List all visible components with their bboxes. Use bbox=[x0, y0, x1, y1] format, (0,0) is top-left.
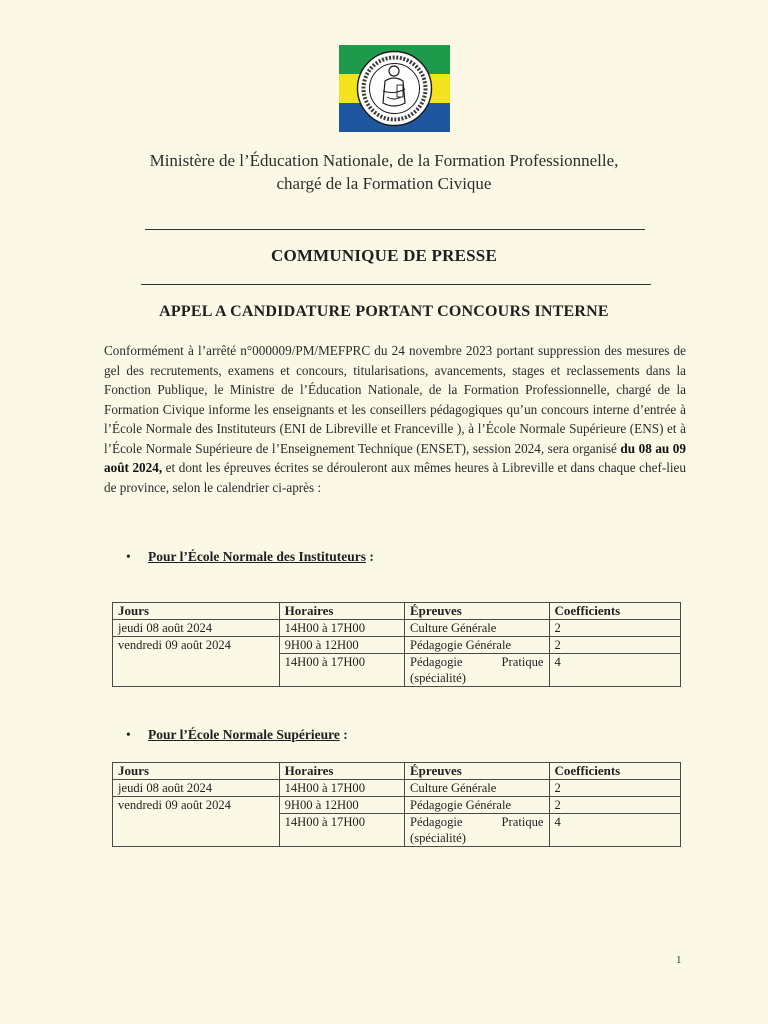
cell-exam bbox=[405, 814, 550, 847]
header-epreuves: Épreuves bbox=[405, 763, 550, 780]
gabon-emblem bbox=[339, 45, 450, 132]
paragraph-text: Conformément à l’arrêté n°000009/PM/MEFPRC du 24 novembre 2023 portant suppression des mesures de gel des recrutements, examens et concours, titularisations, avancements, stages et reclassements dans la Fonction Publique, le Ministre de l’Éducation Nationale, de la Formation Professionnelle, chargé de la Formation Civique informe les enseignants et les conseillers pédagogiques qu’un concours interne d’entrée à l’École Normale des Instituteurs (ENI de Libreville et Franceville ), à l’École Normale Supérieure (ENS) et à l’École Normale Supérieure de l’Enseignement Technique (ENSET), session 2024, sera organisé bbox=[104, 343, 686, 456]
cell-day: vendredi 09 août 2024 bbox=[113, 797, 280, 847]
table-header-row bbox=[113, 763, 681, 780]
eni-schedule-table bbox=[112, 602, 681, 687]
cell-coef: 2 bbox=[549, 797, 680, 814]
cell-day: jeudi 08 août 2024 bbox=[113, 780, 280, 797]
header-coefficients: Coefficients bbox=[549, 603, 680, 620]
exam-word-3: (spécialité) bbox=[410, 671, 466, 685]
cell-time: 9H00 à 12H00 bbox=[279, 797, 404, 814]
cell-coef: 2 bbox=[549, 637, 680, 654]
header-jours: Jours bbox=[113, 603, 280, 620]
section-suffix: : bbox=[339, 727, 348, 742]
paragraph-text-end: et dont les épreuves écrites se dérouleront aux mêmes heures à Libreville et dans chaque chef-lieu de province, selon le calendrier ci-après : bbox=[104, 460, 686, 495]
seal-icon bbox=[339, 45, 450, 132]
cell-coef: 4 bbox=[549, 654, 680, 687]
header-horaires: Horaires bbox=[279, 763, 404, 780]
cell-exam: Culture Générale bbox=[405, 780, 550, 797]
cell-exam: Culture Générale bbox=[405, 620, 550, 637]
announcement-paragraph bbox=[104, 341, 686, 497]
section-ens-heading bbox=[126, 727, 348, 743]
table-row bbox=[113, 637, 681, 654]
divider-top bbox=[145, 229, 645, 230]
header-jours: Jours bbox=[113, 763, 280, 780]
exam-word-2: Pratique bbox=[501, 815, 544, 829]
exam-word-1: Pédagogie bbox=[410, 815, 463, 829]
header-epreuves: Épreuves bbox=[405, 603, 550, 620]
cell-exam bbox=[405, 654, 550, 687]
header-coefficients: Coefficients bbox=[549, 763, 680, 780]
cell-coef: 2 bbox=[549, 780, 680, 797]
section-eni-heading bbox=[126, 549, 374, 565]
press-release-title: COMMUNIQUE DE PRESSE bbox=[271, 246, 497, 265]
ens-schedule-table bbox=[112, 762, 681, 847]
bullet-icon: • bbox=[126, 727, 131, 742]
cell-coef: 2 bbox=[549, 620, 680, 637]
header-horaires: Horaires bbox=[279, 603, 404, 620]
cell-time: 14H00 à 17H00 bbox=[279, 654, 404, 687]
exam-word-3: (spécialité) bbox=[410, 831, 466, 845]
cell-time: 14H00 à 17H00 bbox=[279, 780, 404, 797]
exam-word-1: Pédagogie bbox=[410, 655, 463, 669]
cell-day: jeudi 08 août 2024 bbox=[113, 620, 280, 637]
ministry-name-line2: chargé de la Formation Civique bbox=[276, 174, 492, 193]
cell-exam: Pédagogie Générale bbox=[405, 797, 550, 814]
cell-time: 9H00 à 12H00 bbox=[279, 637, 404, 654]
cell-time: 14H00 à 17H00 bbox=[279, 620, 404, 637]
cell-coef: 4 bbox=[549, 814, 680, 847]
section-title: Pour l’École Normale des Instituteurs bbox=[148, 549, 366, 564]
cell-exam: Pédagogie Générale bbox=[405, 637, 550, 654]
table-row bbox=[113, 620, 681, 637]
call-title: APPEL A CANDIDATURE PORTANT CONCOURS INTERNE bbox=[159, 303, 609, 320]
cell-day: vendredi 09 août 2024 bbox=[113, 637, 280, 687]
paragraph-dates: du 08 au 09 août 2024, bbox=[104, 440, 686, 475]
bullet-icon: • bbox=[126, 549, 131, 564]
section-title: Pour l’École Normale Supérieure bbox=[148, 727, 340, 742]
table-row bbox=[113, 797, 681, 814]
divider-bottom bbox=[141, 284, 651, 285]
table-header-row bbox=[113, 603, 681, 620]
page-number: 1 bbox=[676, 954, 682, 966]
exam-word-2: Pratique bbox=[501, 655, 544, 669]
table-row bbox=[113, 780, 681, 797]
section-suffix: : bbox=[365, 549, 374, 564]
ministry-name-line1: Ministère de l’Éducation Nationale, de la Formation Professionnelle, bbox=[149, 151, 619, 170]
cell-time: 14H00 à 17H00 bbox=[279, 814, 404, 847]
